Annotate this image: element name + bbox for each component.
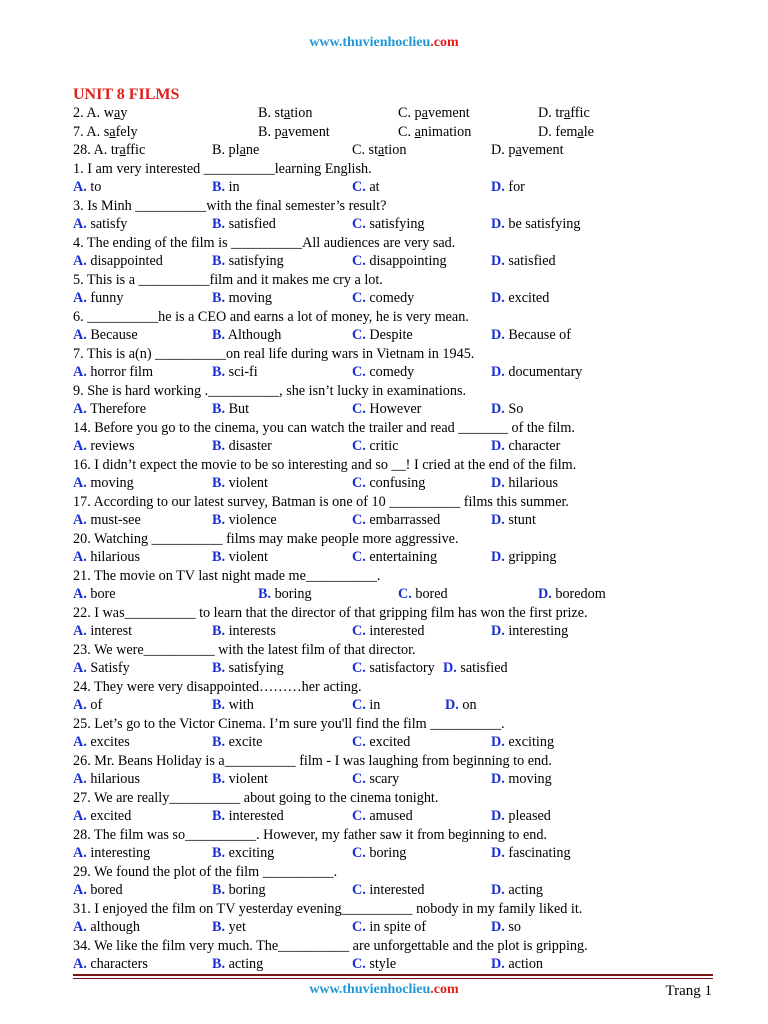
answer-option[interactable]: A. Therefore xyxy=(73,401,147,417)
answer-option[interactable]: D. stunt xyxy=(491,512,536,528)
option-letter: D. xyxy=(491,253,505,269)
answer-option[interactable]: B. violent xyxy=(212,771,268,787)
answer-options-row xyxy=(73,881,733,900)
answer-options-row xyxy=(73,733,733,752)
question-text: 34. We like the film very much. The__________ are unforgettable and the plot is gripping. xyxy=(73,937,588,954)
answer-options-row xyxy=(73,511,733,530)
answer-option[interactable]: B. yet xyxy=(212,919,246,935)
answer-option[interactable]: A. bore xyxy=(73,586,116,602)
underlined-letter: a xyxy=(109,123,116,140)
underlined-letter: a xyxy=(284,105,291,121)
answer-option[interactable]: A. bored xyxy=(73,882,123,898)
answer-option[interactable]: A. reviews xyxy=(73,438,135,454)
option-letter: B. xyxy=(212,956,226,972)
answer-options-row xyxy=(73,252,733,271)
option-letter: B. xyxy=(212,808,226,824)
answer-option[interactable]: A. hilarious xyxy=(73,771,140,787)
question-text: 29. We found the plot of the film __________. xyxy=(73,863,338,880)
question-text: 28. The film was so__________. However, my father saw it from beginning to end. xyxy=(73,826,547,843)
answer-options-row xyxy=(73,955,733,974)
page-number: Trang 1 xyxy=(665,983,712,999)
option-letter: B. xyxy=(212,734,226,750)
answer-option[interactable]: D. documentary xyxy=(491,364,583,380)
answer-option[interactable]: A. satisfy xyxy=(73,216,128,232)
site-url-tld: .com xyxy=(430,35,459,50)
underlined-letter: a xyxy=(577,123,584,140)
pronunciation-row xyxy=(73,141,733,160)
question-text: 23. We were__________ with the latest film of that director. xyxy=(73,641,416,658)
answer-option[interactable]: D. action xyxy=(491,956,544,972)
option-letter: D. xyxy=(491,771,505,787)
answer-option[interactable]: C. disappointing xyxy=(352,253,447,269)
question-text: 20. Watching __________ films may make people more aggressive. xyxy=(73,530,459,547)
option-letter: C. xyxy=(352,364,366,380)
answer-option[interactable]: C. comedy xyxy=(352,290,415,306)
option-letter: D. xyxy=(491,290,505,306)
option-letter: B. xyxy=(212,919,226,935)
answer-option[interactable]: B. violent xyxy=(212,475,268,491)
underlined-letter: a xyxy=(564,105,571,121)
answer-option[interactable]: C. excited xyxy=(352,734,411,750)
question-text: 7. This is a(n) __________on real life during wars in Vietnam in 1945. xyxy=(73,345,475,362)
answer-option[interactable]: D. fascinating xyxy=(491,845,571,861)
pronunciation-option: B. plane xyxy=(212,142,260,158)
answer-option[interactable]: A. of xyxy=(73,697,103,713)
answer-options-row xyxy=(73,770,733,789)
answer-option[interactable]: C. entertaining xyxy=(352,549,438,565)
underlined-letter: a xyxy=(114,105,121,121)
answer-option[interactable]: C. in xyxy=(352,697,381,713)
answer-option[interactable]: A. interesting xyxy=(73,845,151,861)
answer-option[interactable]: B. disaster xyxy=(212,438,272,454)
answer-option[interactable]: D. interesting xyxy=(491,623,569,639)
answer-option[interactable]: A. interest xyxy=(73,623,133,639)
option-letter: D. xyxy=(491,549,505,565)
answer-option[interactable]: D. on xyxy=(445,697,477,713)
unit-title: UNIT 8 FILMS xyxy=(73,86,180,103)
pronunciation-row xyxy=(73,104,733,123)
answer-option[interactable]: C. embarrassed xyxy=(352,512,441,528)
answer-option[interactable]: D. satisfied xyxy=(491,253,556,269)
site-url-name: www.thuvienhoclieu xyxy=(309,35,431,50)
answer-options-row xyxy=(73,918,733,937)
option-letter: B. xyxy=(212,771,226,787)
option-letter: B. xyxy=(212,438,226,454)
answer-option[interactable]: D. satisfied xyxy=(443,660,508,676)
option-letter: B. xyxy=(212,475,226,491)
answer-option[interactable]: A. characters xyxy=(73,956,148,972)
option-letter: C. xyxy=(352,845,366,861)
site-url-header[interactable] xyxy=(0,35,768,51)
pronunciation-option: C. pavement xyxy=(398,105,470,121)
option-letter: C. xyxy=(398,586,412,602)
answer-option[interactable]: B. violence xyxy=(212,512,277,528)
pronunciation-option: B. station xyxy=(258,105,313,121)
underlined-letter: a xyxy=(378,142,385,158)
answer-option[interactable]: D. boredom xyxy=(538,586,606,602)
question-text: 25. Let’s go to the Victor Cinema. I’m sure you'll find the film __________. xyxy=(73,715,505,732)
option-letter: C. xyxy=(352,327,366,343)
answer-option[interactable]: B. satisfying xyxy=(212,253,284,269)
answer-option[interactable]: C. scary xyxy=(352,771,400,787)
option-letter: C. xyxy=(352,660,366,676)
option-letter: A. xyxy=(73,586,87,602)
answer-option[interactable]: A. Because xyxy=(73,327,138,343)
answer-options-row xyxy=(73,215,733,234)
question-text: 16. I didn’t expect the movie to be so interesting and so __! I cried at the end of the film. xyxy=(73,456,577,473)
option-letter: C. xyxy=(352,475,366,491)
option-letter: B. xyxy=(212,697,226,713)
answer-options-row xyxy=(73,659,733,678)
option-letter: A. xyxy=(73,475,87,491)
option-letter: B. xyxy=(212,512,226,528)
option-letter: A. xyxy=(73,512,87,528)
answer-option[interactable]: B. satisfying xyxy=(212,660,284,676)
answer-options-row xyxy=(73,622,733,641)
option-letter: C. xyxy=(352,401,366,417)
answer-option[interactable]: D. hilarious xyxy=(491,475,558,491)
option-letter: B. xyxy=(258,586,272,602)
option-letter: A. xyxy=(73,216,87,232)
question-text: 3. Is Minh __________with the final semester’s result? xyxy=(73,197,387,214)
answer-option[interactable]: C. interested xyxy=(352,882,425,898)
option-letter: C. xyxy=(352,549,366,565)
answer-option[interactable]: A. to xyxy=(73,179,102,195)
answer-option[interactable]: A. horror film xyxy=(73,364,153,380)
option-letter: D. xyxy=(491,364,505,380)
option-letter: A. xyxy=(73,734,87,750)
answer-option[interactable]: A. must-see xyxy=(73,512,141,528)
question-text: 22. I was__________ to learn that the director of that gripping film has won the first prize. xyxy=(73,604,588,621)
question-text: 5. This is a __________film and it makes me cry a lot. xyxy=(73,271,383,288)
answer-option[interactable]: B. boring xyxy=(258,586,312,602)
answer-option[interactable]: B. sci-fi xyxy=(212,364,258,380)
answer-options-row xyxy=(73,437,733,456)
answer-option[interactable]: B. excite xyxy=(212,734,263,750)
answer-option[interactable]: A. although xyxy=(73,919,140,935)
option-letter: D. xyxy=(491,475,505,491)
option-letter: A. xyxy=(73,808,87,824)
answer-options-row xyxy=(73,400,733,419)
option-letter: B. xyxy=(212,549,226,565)
pronunciation-option: C. station xyxy=(352,142,407,158)
option-letter: C. xyxy=(352,290,366,306)
option-letter: C. xyxy=(352,919,366,935)
answer-option[interactable]: A. hilarious xyxy=(73,549,140,565)
answer-option[interactable]: A. excited xyxy=(73,808,132,824)
pronunciation-option: B. pavement xyxy=(258,123,330,140)
pronunciation-option: 7. A. safely xyxy=(73,123,138,140)
option-letter: B. xyxy=(212,364,226,380)
option-letter: A. xyxy=(73,771,87,787)
option-letter: D. xyxy=(538,586,552,602)
option-letter: D. xyxy=(491,882,505,898)
answer-options-row xyxy=(73,696,733,715)
answer-option[interactable]: C. bored xyxy=(398,586,448,602)
site-url-name: www.thuvienhoclieu xyxy=(309,982,431,997)
option-letter: D. xyxy=(491,216,505,232)
answer-options-row xyxy=(73,326,733,345)
answer-option[interactable]: D. excited xyxy=(491,290,550,306)
option-letter: A. xyxy=(73,845,87,861)
underlined-letter: a xyxy=(119,142,126,158)
footer-rule-thin xyxy=(73,978,713,979)
option-letter: C. xyxy=(352,253,366,269)
worksheet-content xyxy=(73,104,733,974)
answer-options-row xyxy=(73,474,733,493)
option-letter: B. xyxy=(212,845,226,861)
answer-options-row xyxy=(73,807,733,826)
option-letter: C. xyxy=(352,623,366,639)
option-letter: D. xyxy=(491,808,505,824)
option-letter: C. xyxy=(352,216,366,232)
option-letter: A. xyxy=(73,253,87,269)
option-letter: C. xyxy=(352,512,366,528)
question-text: 9. She is hard working .__________, she isn’t lucky in examinations. xyxy=(73,382,467,399)
option-letter: D. xyxy=(491,438,505,454)
option-letter: D. xyxy=(491,734,505,750)
option-letter: C. xyxy=(352,882,366,898)
option-letter: A. xyxy=(73,697,87,713)
answer-option[interactable]: D. Because of xyxy=(491,327,571,343)
site-url-tld: .com xyxy=(430,982,459,997)
pronunciation-option: D. female xyxy=(538,123,594,140)
option-letter: C. xyxy=(352,697,366,713)
option-letter: B. xyxy=(212,882,226,898)
question-text: 14. Before you go to the cinema, you can watch the trailer and read _______ of the film. xyxy=(73,419,575,436)
pronunciation-option: C. animation xyxy=(398,123,472,140)
question-text: 27. We are really__________ about going to the cinema tonight. xyxy=(73,789,439,806)
option-letter: B. xyxy=(212,401,226,417)
option-letter: D. xyxy=(491,401,505,417)
question-text: 1. I am very interested __________learning English. xyxy=(73,160,372,177)
answer-option[interactable]: C. in spite of xyxy=(352,919,427,935)
underlined-letter: a xyxy=(421,105,428,121)
option-letter: D. xyxy=(443,660,457,676)
answer-option[interactable]: C. However xyxy=(352,401,422,417)
answer-option[interactable]: C. confusing xyxy=(352,475,426,491)
answer-option[interactable]: B. in xyxy=(212,179,240,195)
question-text: 17. According to our latest survey, Batman is one of 10 __________ films this summer. xyxy=(73,493,569,510)
answer-option[interactable]: C. critic xyxy=(352,438,399,454)
question-text: 26. Mr. Beans Holiday is a__________ film - I was laughing from beginning to end. xyxy=(73,752,552,769)
answer-option[interactable]: C. comedy xyxy=(352,364,415,380)
option-letter: D. xyxy=(491,512,505,528)
option-letter: C. xyxy=(352,734,366,750)
answer-option[interactable]: C. interested xyxy=(352,623,425,639)
answer-option[interactable]: B. with xyxy=(212,697,254,713)
answer-options-row xyxy=(73,844,733,863)
answer-option[interactable]: D. character xyxy=(491,438,561,454)
option-letter: C. xyxy=(352,438,366,454)
option-letter: A. xyxy=(73,290,87,306)
answer-option[interactable]: B. interests xyxy=(212,623,276,639)
option-letter: D. xyxy=(491,956,505,972)
option-letter: B. xyxy=(212,327,226,343)
answer-option[interactable]: D. acting xyxy=(491,882,544,898)
answer-option[interactable]: D. for xyxy=(491,179,525,195)
answer-options-row xyxy=(73,548,733,567)
answer-option[interactable]: A. disappointed xyxy=(73,253,163,269)
answer-option[interactable]: A. Satisfy xyxy=(73,660,130,676)
answer-option[interactable]: C. Despite xyxy=(352,327,413,343)
answer-option[interactable]: D. pleased xyxy=(491,808,551,824)
pronunciation-option: 28. A. traffic xyxy=(73,142,146,158)
site-url-footer[interactable] xyxy=(0,982,768,998)
option-letter: A. xyxy=(73,660,87,676)
option-letter: C. xyxy=(352,771,366,787)
option-letter: B. xyxy=(212,660,226,676)
question-text: 31. I enjoyed the film on TV yesterday evening__________ nobody in my family liked it. xyxy=(73,900,583,917)
answer-options-row xyxy=(73,363,733,382)
option-letter: B. xyxy=(212,216,226,232)
underlined-letter: a xyxy=(515,142,522,158)
question-text: 4. The ending of the film is __________All audiences are very sad. xyxy=(73,234,456,251)
pronunciation-option: 2. A. way xyxy=(73,105,128,121)
answer-option[interactable]: C. amused xyxy=(352,808,413,824)
option-letter: A. xyxy=(73,179,87,195)
option-letter: A. xyxy=(73,956,87,972)
answer-options-row xyxy=(73,178,733,197)
answer-option[interactable]: B. boring xyxy=(212,882,266,898)
option-letter: A. xyxy=(73,882,87,898)
underlined-letter: a xyxy=(281,123,288,140)
option-letter: C. xyxy=(352,808,366,824)
answer-option[interactable]: C. satisfactory xyxy=(352,660,435,676)
answer-option[interactable]: C. style xyxy=(352,956,397,972)
answer-option[interactable]: B. moving xyxy=(212,290,272,306)
question-text: 24. They were very disappointed………her acting. xyxy=(73,678,362,695)
answer-option[interactable]: A. moving xyxy=(73,475,134,491)
answer-option[interactable]: B. violent xyxy=(212,549,268,565)
answer-option[interactable]: D. be satisfying xyxy=(491,216,581,232)
option-letter: A. xyxy=(73,549,87,565)
option-letter: D. xyxy=(445,697,459,713)
answer-option[interactable]: A. excites xyxy=(73,734,130,750)
option-letter: A. xyxy=(73,438,87,454)
answer-option[interactable]: D. gripping xyxy=(491,549,557,565)
answer-option[interactable]: C. satisfying xyxy=(352,216,425,232)
answer-option[interactable]: D. moving xyxy=(491,771,552,787)
underlined-letter: a xyxy=(414,123,421,140)
option-letter: D. xyxy=(491,623,505,639)
option-letter: B. xyxy=(212,623,226,639)
question-text: 21. The movie on TV last night made me__________. xyxy=(73,567,381,584)
option-letter: D. xyxy=(491,845,505,861)
answer-option[interactable]: D. So xyxy=(491,401,524,417)
answer-option[interactable]: B. acting xyxy=(212,956,264,972)
answer-option[interactable]: B. Although xyxy=(212,327,282,343)
option-letter: C. xyxy=(352,956,366,972)
answer-option[interactable]: D. exciting xyxy=(491,734,555,750)
option-letter: B. xyxy=(212,290,226,306)
option-letter: A. xyxy=(73,364,87,380)
option-letter: B. xyxy=(212,179,226,195)
underlined-letter: a xyxy=(239,142,246,158)
option-letter: A. xyxy=(73,401,87,417)
answer-option[interactable]: B. interested xyxy=(212,808,284,824)
answer-option[interactable]: A. funny xyxy=(73,290,124,306)
option-letter: A. xyxy=(73,623,87,639)
footer-rule xyxy=(73,974,713,976)
answer-option[interactable]: C. boring xyxy=(352,845,407,861)
option-letter: A. xyxy=(73,327,87,343)
answer-option[interactable]: B. But xyxy=(212,401,250,417)
option-letter: D. xyxy=(491,327,505,343)
option-letter: D. xyxy=(491,919,505,935)
pronunciation-option: D. traffic xyxy=(538,105,590,121)
answer-options-row xyxy=(73,289,733,308)
question-text: 6. __________he is a CEO and earns a lot of money, he is very mean. xyxy=(73,308,469,325)
option-letter: A. xyxy=(73,919,87,935)
answer-option[interactable]: B. exciting xyxy=(212,845,275,861)
answer-option[interactable]: C. at xyxy=(352,179,380,195)
pronunciation-option: D. pavement xyxy=(491,142,564,158)
answer-option[interactable]: D. so xyxy=(491,919,521,935)
option-letter: D. xyxy=(491,179,505,195)
answer-options-row xyxy=(73,585,733,604)
option-letter: C. xyxy=(352,179,366,195)
pronunciation-row xyxy=(73,123,733,142)
answer-option[interactable]: B. satisfied xyxy=(212,216,276,232)
option-letter: B. xyxy=(212,253,226,269)
